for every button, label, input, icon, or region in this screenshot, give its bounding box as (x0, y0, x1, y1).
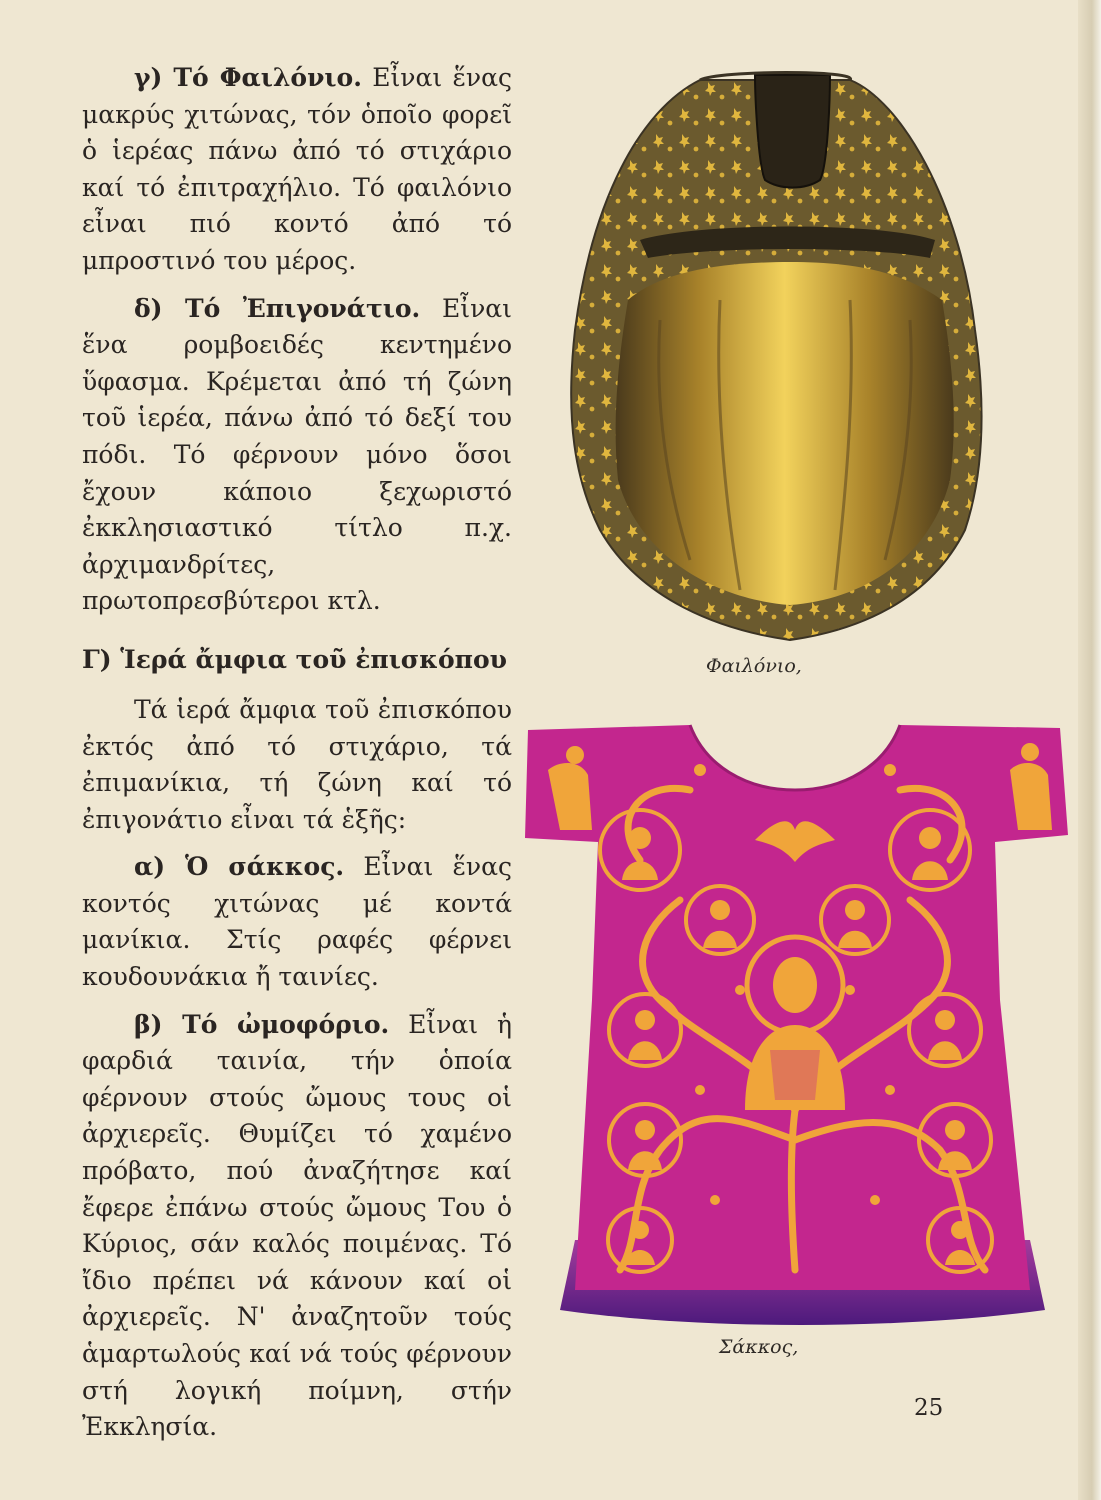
text-phelonion: Εἶναι ἕνας μακρύς χιτώνας, τόν ὁποῖο φορεῖ ὁ ἱερέας πάνω ἀπό τό στιχάριο καί τό ἐπιτραχήλιο. Τό φαιλόνιο εἶναι πιό κοντό ἀπό τό μπροστινό του μέρος. (82, 63, 512, 275)
heading-omophorion: β) Τό ὠμοφόριο. (134, 1009, 390, 1039)
heading-sakkos: α) Ὁ σάκκος. (134, 852, 345, 882)
text-sakkos: Εἶναι ἕνας κοντός χιτώνας μέ κοντά μανίκια. Στίς ραφές φέρνει κουδουνάκια ἤ ταινίες. (82, 852, 512, 992)
caption-phelonion: Φαιλόνιο, (706, 655, 802, 677)
page-number: 25 (914, 1395, 944, 1421)
text-bishop-vestments: Τά ἱερά ἄμφια τοῦ ἐπισκόπου ἐκτός ἀπό τό στιχάριο, τά ἐπιμανίκια, τή ζώνη καί τό ἐπιγονάτιο εἶναι τά ἑξῆς: (82, 694, 512, 834)
heading-epigonation: δ) Τό Ἐπιγονάτιο. (134, 293, 421, 323)
text-epigonation: Εἶναι ἕνα ρομβοειδές κεντημένο ὕφασμα. Κρέμεται ἀπό τή ζώνη τοῦ ἱερέα, πάνω ἀπό τό δεξί του πόδι. Τό φέρνουν μόνο ὅσοι ἔχουν κάποιο ξεχωριστό ἐκκλησιαστικό τίτλο π.χ. ἀρχιμανδρίτες, πρωτοπρεσβύτεροι κτλ. (82, 293, 512, 616)
section-title: Γ) Ἱερά ἄμφια τοῦ ἐπισκόπου (82, 644, 507, 674)
text-omophorion: Εἶναι ἡ φαρδιά ταινία, τήν ὁποία φέρνουν στούς ὤμους τους οἱ ἀρχιερεῖς. Θυμίζει τό χαμένο πρόβατο, πού ἀναζήτησε καί ἔφερε ἐπάνω στούς ὤμους Του ὁ Κύριος, σάν καλός ποιμένας. Τό ἴδιο πρέπει νά κάνουν καί οἱ ἀρχιερεῖς. Ν' ἀναζητοῦν τούς ἁμαρτωλούς καί νά τούς φέρνουν στή λογική ποίμνη, στήν Ἐκκλησία. (82, 1009, 512, 1442)
caption-sakkos: Σάκκος, (719, 1336, 799, 1358)
heading-phelonion: γ) Τό Φαιλόνιο. (134, 63, 362, 92)
